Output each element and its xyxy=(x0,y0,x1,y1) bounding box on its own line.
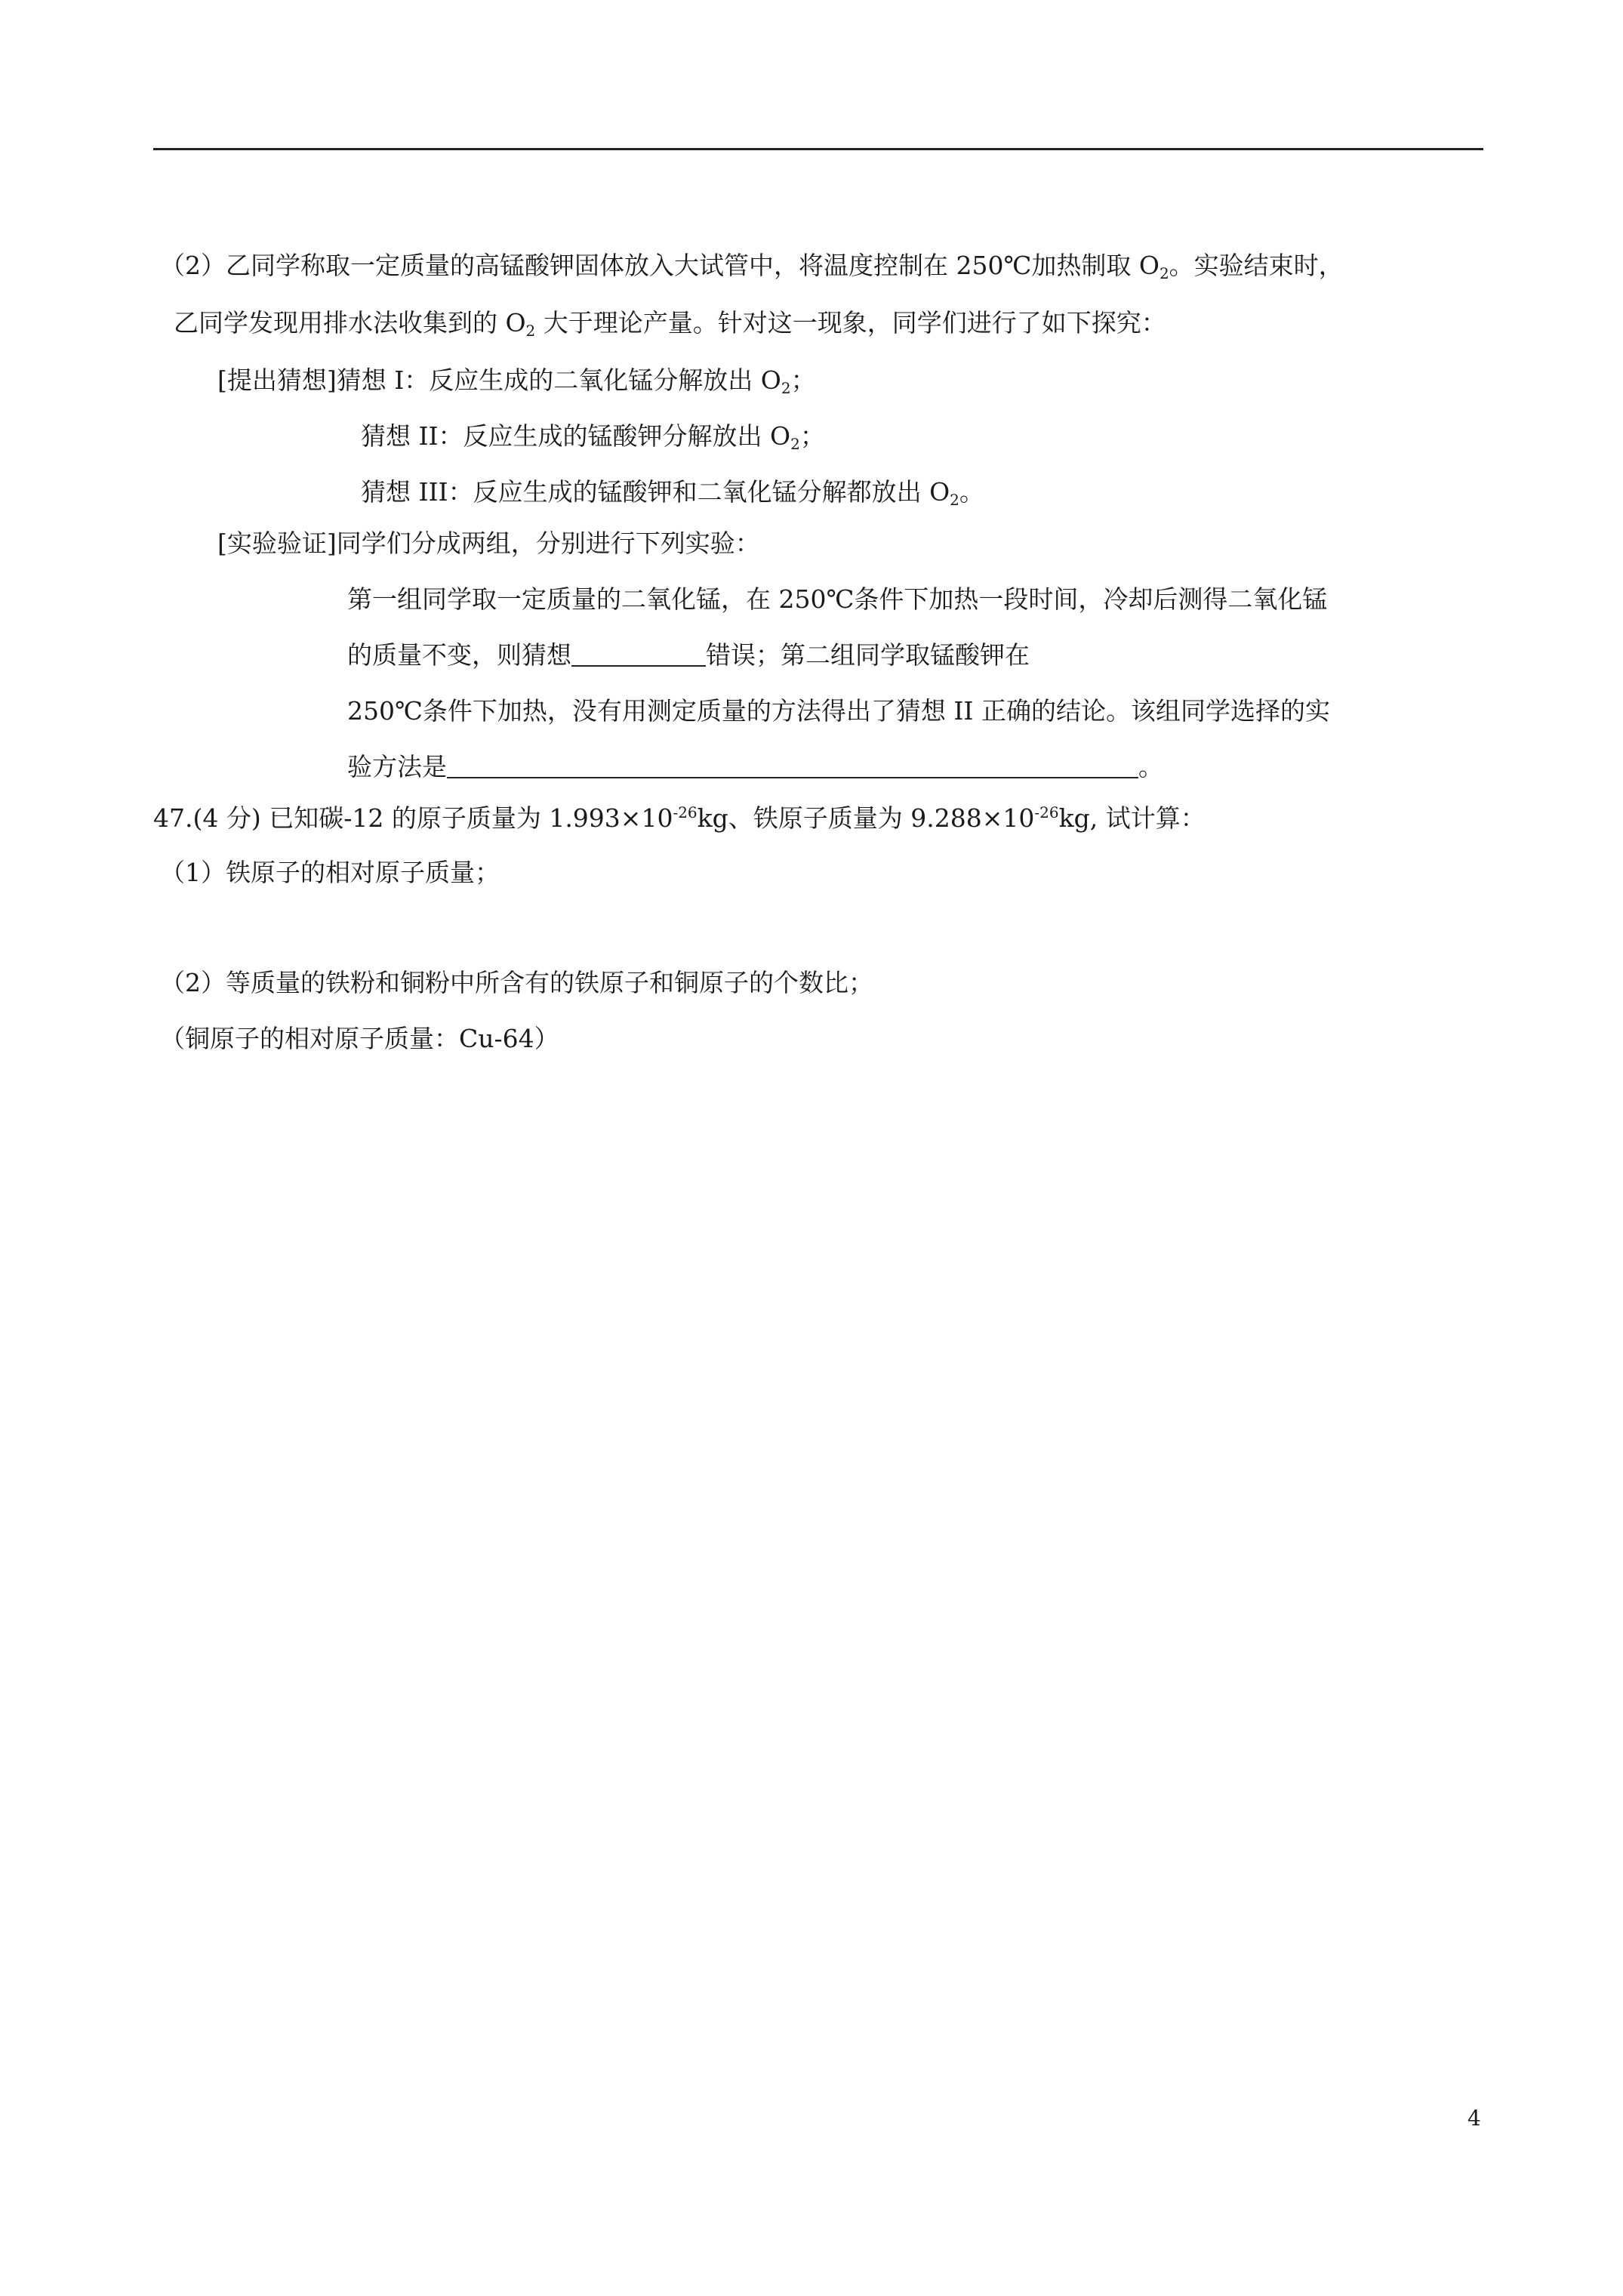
method-answer-blank[interactable] xyxy=(447,754,1138,778)
q47-note: （铜原子的相对原子质量：Cu-64） xyxy=(160,1024,559,1053)
verification-intro: [实验验证]同学们分成两组，分别进行下列实验： xyxy=(217,529,760,558)
q46-part2-line1: （2）乙同学称取一定质量的高锰酸钾固体放入大试管中，将温度控制在 250℃加热制取 $O_2$。实验结束时， xyxy=(160,251,1344,282)
verification-line4: 验方法是 。 xyxy=(347,752,1163,781)
q47-part2: （2）等质量的铁粉和铜粉中所含有的铁原子和铜原子的个数比； xyxy=(160,968,873,997)
verification-line1: 第一组同学取一定质量的二氧化锰，在 250℃条件下加热一段时间，冷却后测得二氧化锰 xyxy=(347,584,1328,614)
verification-line2: 的质量不变，则猜想 错误；第二组同学取锰酸钾在 xyxy=(347,640,1030,670)
q47-stem: 47.(4 分) 已知碳-12 的原子质量为 $1.993\times 10^{-26}kg$、铁原子质量为 $9.288\times 10^{-26}kg$, 试计算： xyxy=(153,803,1206,833)
verification-line3: 250℃条件下加热，没有用测定质量的方法得出了猜想 II 正确的结论。该组同学选择的实 xyxy=(347,696,1330,726)
page-number: 4 xyxy=(1467,2106,1481,2131)
hypothesis-intro: [提出猜想]猜想 I：反应生成的二氧化锰分解放出 $O_2$； xyxy=(217,365,816,397)
header-rule xyxy=(153,148,1483,150)
hypothesis-2: 猜想 II：反应生成的锰酸钾分解放出 $O_2$； xyxy=(361,421,825,453)
hypothesis-answer-blank[interactable] xyxy=(571,643,706,667)
hypothesis-3: 猜想 III：反应生成的锰酸钾和二氧化锰分解都放出 $O_2$。 xyxy=(361,477,984,509)
q47-part1: （1）铁原子的相对原子质量； xyxy=(160,858,500,887)
q46-part2-line2: 乙同学发现用排水法收集到的 $O_2$ 大于理论产量。针对这一现象，同学们进行了如下探究： xyxy=(174,308,1166,340)
